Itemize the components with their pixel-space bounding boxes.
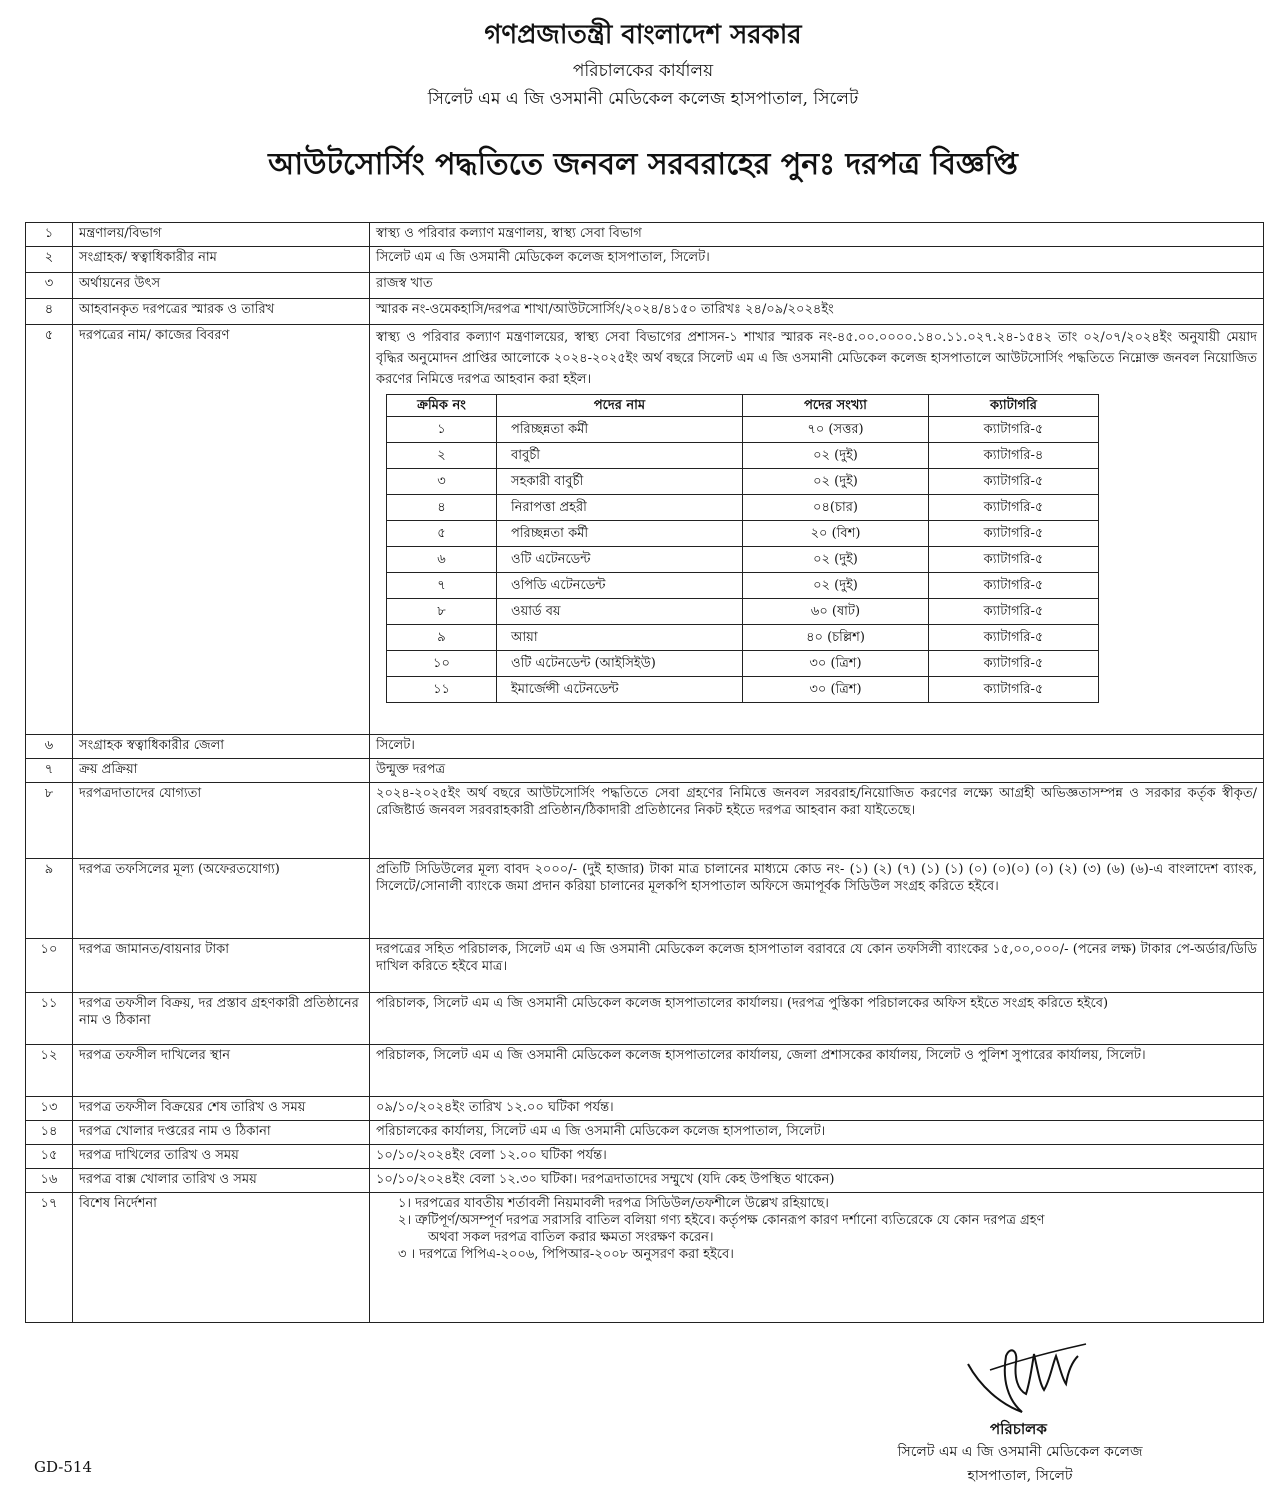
post-sl: ১০ — [387, 651, 497, 677]
post-count: ০২ (দুই) — [743, 573, 929, 599]
row-number: ১৪ — [26, 1121, 73, 1145]
table-row — [26, 993, 1264, 1045]
row-label: দরপত্রের নাম/ কাজের বিবরণ — [73, 325, 370, 735]
posts-header-category: ক্যাটাগরি — [929, 395, 1099, 417]
post-count: ৩০ (ত্রিশ) — [743, 677, 929, 703]
special-instructions — [370, 1193, 1264, 1323]
note-number: ১। — [398, 1196, 412, 1211]
table-row — [26, 273, 1264, 299]
post-sl: ১১ — [387, 677, 497, 703]
row-number: ১২ — [26, 1045, 73, 1097]
post-category: ক্যাটাগরি-৫ — [929, 625, 1099, 651]
row-label: দরপত্র দাখিলের তারিখ ও সময় — [73, 1145, 370, 1169]
post-count: ৩০ (ত্রিশ) — [743, 651, 929, 677]
post-sl: ৬ — [387, 547, 497, 573]
row-label: দরপত্র তফসিলের মূল্য (অফেরতযোগ্য) — [73, 859, 370, 939]
table-row — [26, 247, 1264, 273]
post-count: ০২ (দুই) — [743, 469, 929, 495]
office-name: পরিচালকের কার্যালয় — [572, 61, 714, 81]
note-item — [398, 1195, 1257, 1212]
row-label: সংগ্রাহক/ স্বত্বাধিকারীর নাম — [73, 247, 370, 273]
post-category: ক্যাটাগরি-৪ — [929, 443, 1099, 469]
note-number: ৩ । — [398, 1247, 416, 1262]
post-category: ক্যাটাগরি-৫ — [929, 521, 1099, 547]
row-value: প্রতিটি সিডিউলের মূল্য বাবদ ২০০০/- (দুই হাজার) টাকা মাত্র চালানের মাধ্যমে কোড নং- (১) (২) (৭) (১) (১) (০) (০)(০) (০) (২) (৩) (৬) (৬)-এ বাংলাদেশ ব্যাংক, সিলেটে/সোনালী ব্যাংকে জমা প্রদান করিয়া চালানের মূলকপি হাসপাতাল অফিসে জমাপূর্বক সিডিউল সংগ্রহ করিতে হইবে। — [370, 859, 1264, 939]
note-item — [398, 1212, 1257, 1229]
row-number: ১৩ — [26, 1097, 73, 1121]
post-count: ৬০ (ষাট) — [743, 599, 929, 625]
post-row — [387, 547, 1099, 573]
post-name: নিরাপত্তা প্রহরী — [497, 495, 743, 521]
work-description: স্বাস্থ্য ও পরিবার কল্যাণ মন্ত্রণালয়ের, স্বাস্থ্য সেবা বিভাগের প্রশাসন-১ শাখার স্মারক নং-৪৫.০০.০০০০.১৪০.১১.০২৭.২৪-১৫৪২ তাং ০২/০৭/২০২৪ইং অনুযায়ী মেয়াদ বৃদ্ধির অনুমোদন প্রাপ্তির আলোকে ২০২৪-২০২৫ইং অর্থ বছরে সিলেট এম এ জি ওসমানী মেডিকেল কলেজ হাসপাতালে আউটসোর্সিং পদ্ধতিতে নিম্নোক্ত জনবল নিয়োজিত করণের নিমিত্তে দরপত্র আহবান করা হইল। — [376, 330, 1257, 387]
post-category: ক্যাটাগরি-৫ — [929, 469, 1099, 495]
signature-image — [960, 1320, 1100, 1416]
post-sl: ৩ — [387, 469, 497, 495]
posts-table — [386, 394, 1099, 703]
post-count: ০৪(চার) — [743, 495, 929, 521]
note-number: ২। — [398, 1213, 412, 1228]
table-row — [26, 1097, 1264, 1121]
post-category: ক্যাটাগরি-৫ — [929, 547, 1099, 573]
row-label: অর্থায়নের উৎস — [73, 273, 370, 299]
post-row — [387, 677, 1099, 703]
row-number: ৭ — [26, 759, 73, 783]
table-row — [26, 783, 1264, 859]
row-value: স্মারক নং-ওমেকহাসি/দরপত্র শাখা/আউটসোর্সিং/২০২৪/৪১৫০ তারিখঃ ২৪/০৯/২০২৪ইং — [370, 299, 1264, 325]
row-number: ১৭ — [26, 1193, 73, 1323]
row-label: ক্রয় প্রক্রিয়া — [73, 759, 370, 783]
post-row — [387, 417, 1099, 443]
post-category: ক্যাটাগরি-৫ — [929, 677, 1099, 703]
post-row — [387, 495, 1099, 521]
table-row — [26, 1193, 1264, 1323]
table-row — [26, 1045, 1264, 1097]
row-number: ৩ — [26, 273, 73, 299]
government-title: গণপ্রজাতন্ত্রী বাংলাদেশ সরকার — [484, 20, 802, 50]
row-value: রাজস্ব খাত — [370, 273, 1264, 299]
notice-title: আউটসোর্সিং পদ্ধতিতে জনবল সরবরাহের পুনঃ দরপত্র বিজ্ঞপ্তি — [268, 147, 1018, 182]
signatory-office-line1: সিলেট এম এ জি ওসমানী মেডিকেল কলেজ — [897, 1444, 1143, 1460]
post-row — [387, 573, 1099, 599]
post-row — [387, 443, 1099, 469]
posts-header-name: পদের নাম — [497, 395, 743, 417]
row-value: ১০/১০/২০২৪ইং বেলা ১২.৩০ ঘটিকা। দরপত্রদাতাদের সম্মুখে (যদি কেহ উপস্থিত থাকেন) — [370, 1169, 1264, 1193]
row-value: সিলেট এম এ জি ওসমানী মেডিকেল কলেজ হাসপাতাল, সিলেট। — [370, 247, 1264, 273]
row-label: দরপত্র তফসীল বিক্রয়, দর প্রস্তাব গ্রহণকারী প্রতিষ্ঠানের নাম ও ঠিকানা — [73, 993, 370, 1045]
post-sl: ৪ — [387, 495, 497, 521]
post-category: ক্যাটাগরি-৫ — [929, 573, 1099, 599]
row-label: দরপত্র জামানত/বায়নার টাকা — [73, 939, 370, 993]
signatory-title: পরিচালক — [990, 1420, 1047, 1438]
row-label: দরপত্রদাতাদের যোগ্যতা — [73, 783, 370, 859]
row-number: ৮ — [26, 783, 73, 859]
row-number: ২ — [26, 247, 73, 273]
signatory-office-line2: হাসপাতাল, সিলেট — [967, 1468, 1073, 1484]
row-label: মন্ত্রণালয়/বিভাগ — [73, 223, 370, 247]
post-category: ক্যাটাগরি-৫ — [929, 417, 1099, 443]
note-text: দরপত্রের যাবতীয় শর্তাবলী নিয়মাবলী দরপত্র সিডিউল/তফশীলে উল্লেখ রহিয়াছে। — [415, 1196, 829, 1211]
row-number: ৯ — [26, 859, 73, 939]
row-value: ০৯/১০/২০২৪ইং তারিখ ১২.০০ ঘটিকা পর্যন্ত। — [370, 1097, 1264, 1121]
tender-table — [25, 222, 1264, 1323]
row-number: ৬ — [26, 735, 73, 759]
row-value: পরিচালক, সিলেট এম এ জি ওসমানী মেডিকেল কলেজ হাসপাতালের কার্যালয়, জেলা প্রশাসকের কার্যালয়, সিলেট ও পুলিশ সুপারের কার্যালয়, সিলেট। — [370, 1045, 1264, 1097]
table-row — [26, 759, 1264, 783]
table-row — [26, 1145, 1264, 1169]
post-count: ০২ (দুই) — [743, 547, 929, 573]
row-number: ১৬ — [26, 1169, 73, 1193]
post-name: ওটি এটেনডেন্ট — [497, 547, 743, 573]
post-name: পরিচ্ছন্নতা কর্মী — [497, 417, 743, 443]
post-count: ৭০ (সত্তর) — [743, 417, 929, 443]
row-value: সিলেট। — [370, 735, 1264, 759]
row-value — [370, 325, 1264, 735]
row-value: পরিচালকের কার্যালয়, সিলেট এম এ জি ওসমানী মেডিকেল কলেজ হাসপাতাল, সিলেট। — [370, 1121, 1264, 1145]
row-number: ৪ — [26, 299, 73, 325]
post-category: ক্যাটাগরি-৫ — [929, 651, 1099, 677]
table-row — [26, 1169, 1264, 1193]
table-row — [26, 299, 1264, 325]
post-count: ৪০ (চল্লিশ) — [743, 625, 929, 651]
post-sl: ১ — [387, 417, 497, 443]
table-row — [26, 735, 1264, 759]
note-continuation: অথবা সকল দরপত্র বাতিল করার ক্ষমতা সংরক্ষণ করেন। — [428, 1230, 714, 1245]
post-name: পরিচ্ছন্নতা কর্মী — [497, 521, 743, 547]
post-row — [387, 469, 1099, 495]
post-row — [387, 599, 1099, 625]
table-row — [26, 223, 1264, 247]
post-name: ওয়ার্ড বয় — [497, 599, 743, 625]
note-item — [398, 1246, 1257, 1263]
row-number: ৫ — [26, 325, 73, 735]
post-row — [387, 651, 1099, 677]
row-label: বিশেষ নির্দেশনা — [73, 1193, 370, 1323]
row-value: দরপত্রের সহিত পরিচালক, সিলেট এম এ জি ওসমানী মেডিকেল কলেজ হাসপাতাল বরাবরে যে কোন তফসিলী ব্যাংকের ১৫,০০,০০০/- (পনের লক্ষ) টাকার পে-অর্ডার/ডিডি দাখিল করিতে হইবে মাত্র। — [370, 939, 1264, 993]
post-count: ২০ (বিশ) — [743, 521, 929, 547]
row-label: দরপত্র বাক্স খোলার তারিখ ও সময় — [73, 1169, 370, 1193]
post-row — [387, 625, 1099, 651]
post-row — [387, 521, 1099, 547]
row-value: ২০২৪-২০২৫ইং অর্থ বছরে আউটসোর্সিং পদ্ধতিতে সেবা গ্রহণের নিমিত্তে জনবল সরবরাহ/নিয়োজিত করণের লক্ষ্যে আগ্রহী অভিজ্ঞতাসম্পন্ন ও সরকার কর্তৃক স্বীকৃত/রেজিষ্টার্ড জনবল সরবরাহকারী প্রতিষ্ঠান/ঠিকাদারী প্রতিষ্ঠানের নিকট হইতে দরপত্র আহবান করা যাইতেছে। — [370, 783, 1264, 859]
post-sl: ৭ — [387, 573, 497, 599]
table-row — [26, 939, 1264, 993]
row-number: ১০ — [26, 939, 73, 993]
document-code: GD-514 — [34, 1458, 92, 1476]
row-label: আহবানকৃত দরপত্রের স্মারক ও তারিখ — [73, 299, 370, 325]
row-value: উন্মুক্ত দরপত্র — [370, 759, 1264, 783]
posts-header-count: পদের সংখ্যা — [743, 395, 929, 417]
post-name: সহকারী বাবুর্চী — [497, 469, 743, 495]
posts-header-row — [387, 395, 1099, 417]
post-name: ওটি এটেনডেন্ট (আইসিইউ) — [497, 651, 743, 677]
posts-header-sl: ক্রমিক নং — [387, 395, 497, 417]
post-category: ক্যাটাগরি-৫ — [929, 495, 1099, 521]
post-sl: ৫ — [387, 521, 497, 547]
post-name: ইমার্জেন্সী এটেনডেন্ট — [497, 677, 743, 703]
row-label: দরপত্র তফসীল দাখিলের স্থান — [73, 1045, 370, 1097]
post-name: বাবুর্চী — [497, 443, 743, 469]
table-row — [26, 325, 1264, 735]
row-number: ১ — [26, 223, 73, 247]
post-name: ওপিডি এটেনডেন্ট — [497, 573, 743, 599]
table-row — [26, 1121, 1264, 1145]
row-number: ১১ — [26, 993, 73, 1045]
row-value: পরিচালক, সিলেট এম এ জি ওসমানী মেডিকেল কলেজ হাসপাতালের কার্যালয়। (দরপত্র পুস্তিকা পরিচালকের অফিস হইতে সংগ্রহ করিতে হইবে) — [370, 993, 1264, 1045]
post-category: ক্যাটাগরি-৫ — [929, 599, 1099, 625]
row-number: ১৫ — [26, 1145, 73, 1169]
row-value: স্বাস্থ্য ও পরিবার কল্যাণ মন্ত্রণালয়, স্বাস্থ্য সেবা বিভাগ — [370, 223, 1264, 247]
row-label: সংগ্রাহক স্বত্বাধিকারীর জেলা — [73, 735, 370, 759]
row-label: দরপত্র খোলার দপ্তরের নাম ও ঠিকানা — [73, 1121, 370, 1145]
post-sl: ৮ — [387, 599, 497, 625]
hospital-name: সিলেট এম এ জি ওসমানী মেডিকেল কলেজ হাসপাতাল, সিলেট — [427, 89, 859, 109]
note-text: ত্রুটিপূর্ণ/অসম্পূর্ণ দরপত্র সরাসরি বাতিল বলিয়া গণ্য হইবে। কর্তৃপক্ষ কোনরূপ কারণ দর্শানো ব্যতিরেকে যে কোন দরপত্র গ্রহণ — [415, 1213, 1045, 1228]
table-row — [26, 859, 1264, 939]
row-label: দরপত্র তফসীল বিক্রয়ের শেষ তারিখ ও সময় — [73, 1097, 370, 1121]
note-text: দরপত্রে পিপিএ-২০০৬, পিপিআর-২০০৮ অনুসরণ করা হইবে। — [419, 1247, 734, 1262]
post-count: ০২ (দুই) — [743, 443, 929, 469]
post-name: আয়া — [497, 625, 743, 651]
row-value: ১০/১০/২০২৪ইং বেলা ১২.০০ ঘটিকা পর্যন্ত। — [370, 1145, 1264, 1169]
post-sl: ২ — [387, 443, 497, 469]
post-sl: ৯ — [387, 625, 497, 651]
